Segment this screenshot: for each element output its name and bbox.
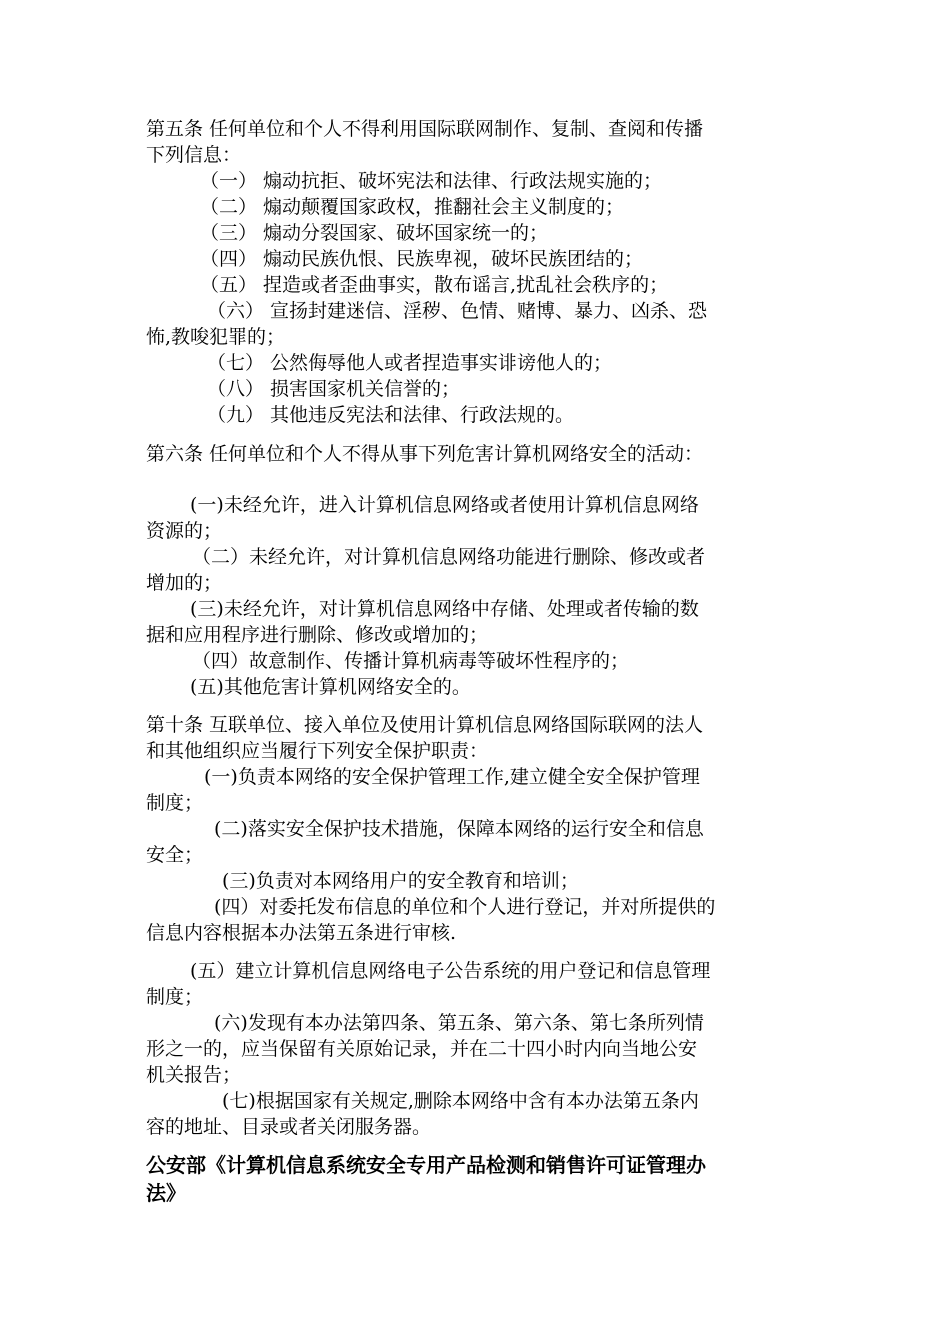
regulation-title: 公安部《计算机信息系统安全专用产品检测和销售许可证管理办: [146, 1153, 706, 1177]
article-6-heading: 第六条 任何单位和个人不得从事下列危害计算机网络安全的活动：: [146, 443, 704, 465]
article-10-item-4-cont: 信息内容根据本办法第五条进行审核.: [146, 922, 457, 944]
article-5-item-2: （二） 煽动颠覆国家政权，推翻社会主义制度的；: [200, 196, 625, 218]
article-5-item-8: （八） 损害国家机关信誉的；: [207, 378, 461, 400]
article-10-item-2-cont: 安全；: [146, 844, 204, 866]
article-6-item-5: (五)其他危害计算机网络安全的。: [190, 676, 471, 698]
article-10-heading: 第十条 互联单位、接入单位及使用计算机信息网络国际联网的法人: [146, 714, 704, 736]
article-5-item-4: （四） 煽动民族仇恨、民族卑视，破坏民族团结的；: [200, 248, 644, 270]
article-10-item-5-cont: 制度；: [146, 986, 204, 1008]
article-10-item-4: (四）对委托发布信息的单位和个人进行登记，并对所提供的: [214, 896, 716, 918]
article-10-item-6: (六)发现有本办法第四条、第五条、第六条、第七条所列情: [214, 1012, 704, 1034]
article-10-item-1-cont: 制度；: [146, 792, 204, 814]
article-10-item-6-cont: 形之一的，应当保留有关原始记录，并在二十四小时内向当地公安: [146, 1038, 698, 1060]
article-6-item-4: （四）故意制作、传播计算机病毒等破坏性程序的；: [192, 650, 630, 672]
article-10-heading-cont: 和其他组织应当履行下列安全保护职责：: [146, 740, 489, 762]
article-5-heading-cont: 下列信息：: [146, 144, 242, 166]
article-5-heading: 第五条 任何单位和个人不得利用国际联网制作、复制、查阅和传播: [146, 118, 704, 140]
article-6-item-1-cont: 资源的；: [146, 520, 223, 542]
article-10-item-3: (三)负责对本网络用户的安全教育和培训；: [222, 870, 579, 892]
article-6-item-3: (三)未经允许，对计算机信息网络中存储、处理或者传输的数: [190, 598, 699, 620]
article-10-item-7-cont: 容的地址、目录或者关闭服务器。: [146, 1116, 432, 1138]
article-5-item-1: （一） 煽动抗拒、破坏宪法和法律、行政法规实施的；: [200, 170, 663, 192]
article-6-item-2-cont: 增加的；: [146, 572, 223, 594]
article-5-item-9: （九） 其他违反宪法和法律、行政法规的。: [207, 404, 575, 426]
article-6-item-1: (一)未经允许，进入计算机信息网络或者使用计算机信息网络: [190, 494, 699, 516]
article-5-item-7: （七） 公然侮辱他人或者捏造事实诽谤他人的；: [207, 352, 613, 374]
article-10-item-2: (二)落实安全保护技术措施，保障本网络的运行安全和信息: [214, 818, 704, 840]
article-5-item-6: （六） 宣扬封建迷信、淫秽、色情、赌博、暴力、凶杀、恐: [207, 300, 708, 322]
article-10-item-1: (一)负责本网络的安全保护管理工作,建立健全安全保护管理: [204, 766, 700, 788]
article-10-item-7: (七)根据国家有关规定,删除本网络中含有本办法第五条内: [222, 1090, 699, 1112]
article-10-item-5: (五）建立计算机信息网络电子公告系统的用户登记和信息管理: [190, 960, 711, 982]
article-6-item-3-cont: 据和应用程序进行删除、修改或增加的；: [146, 624, 489, 646]
article-10-item-6-cont2: 机关报告；: [146, 1064, 242, 1086]
regulation-title-cont: 法》: [146, 1181, 186, 1205]
article-5-item-5: （五） 捏造或者歪曲事实，散布谣言,扰乱社会秩序的；: [200, 274, 669, 296]
article-5-item-3: （三） 煽动分裂国家、破坏国家统一的；: [200, 222, 549, 244]
article-6-item-2: （二）未经允许，对计算机信息网络功能进行删除、修改或者: [192, 546, 706, 568]
article-5-item-6-cont: 怖,教唆犯罪的；: [146, 326, 286, 348]
